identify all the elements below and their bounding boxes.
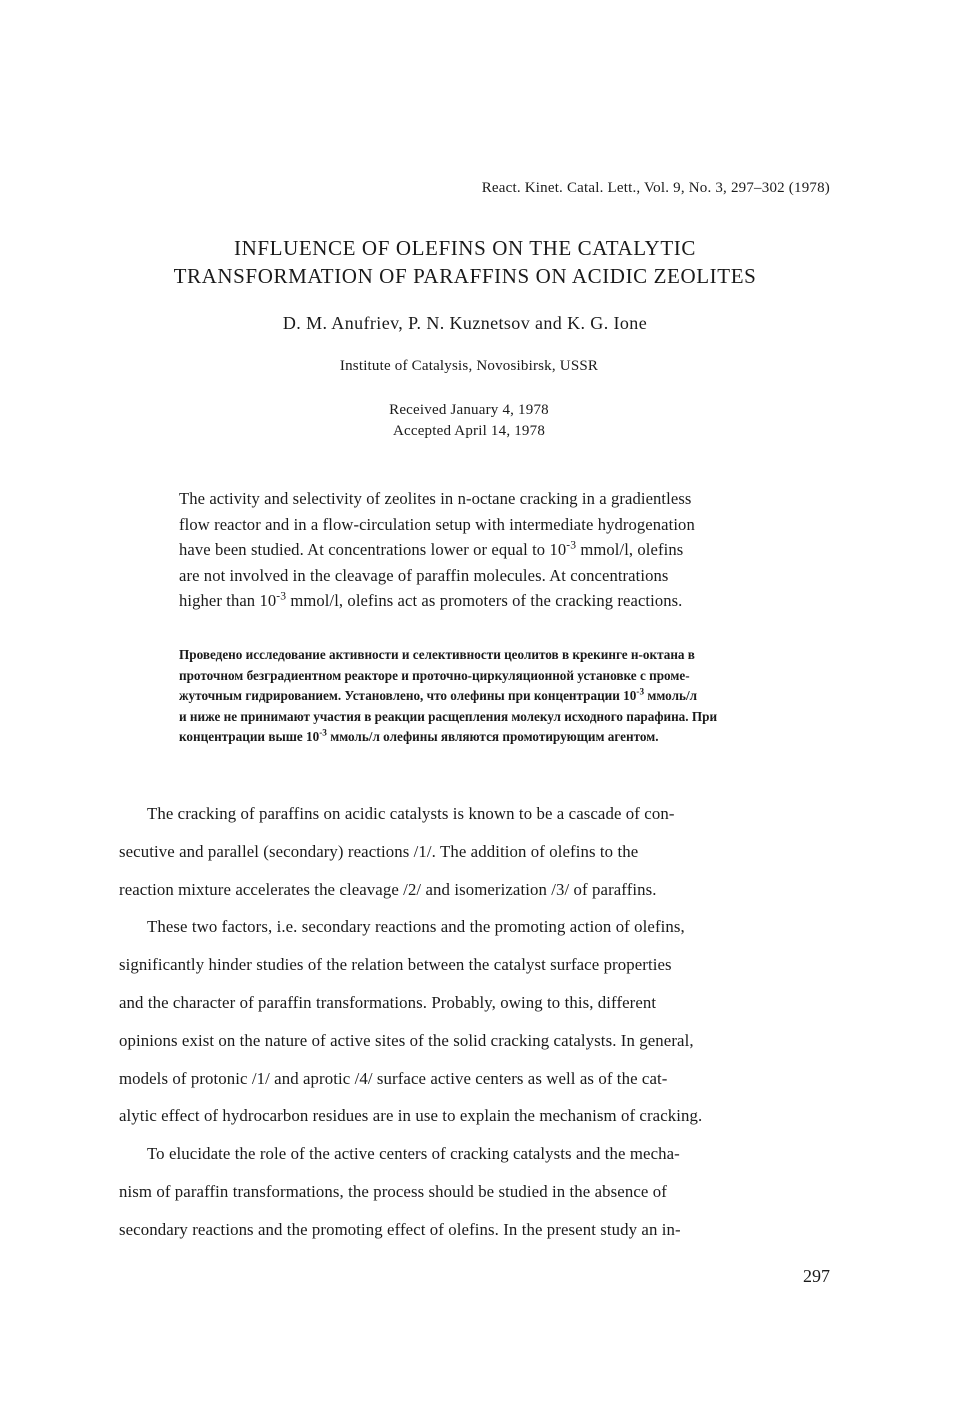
affiliation: Institute of Catalysis, Novosibirsk, USSR <box>339 358 599 374</box>
body-line: and the character of paraffin transformations. Probably, owing to this, different <box>119 992 657 1012</box>
abstract-en-line: The activity and selectivity of zeolites in n-octane cracking in a gradientless <box>179 489 692 508</box>
body-line: significantly hinder studies of the relation between the catalyst surface properties <box>119 955 672 975</box>
body-line: opinions exist on the nature of active sites of the solid cracking catalysts. In general, <box>119 1030 694 1050</box>
exponent: -3 <box>276 589 287 603</box>
body-line: alytic effect of hydrocarbon residues are in use to explain the mechanism of cracking. <box>119 1106 703 1126</box>
abstract-en-line: have been studied. At concentrations lower or equal to $10^{-3}$ mmol/l, olefins <box>179 538 684 559</box>
body-text <box>119 795 839 1249</box>
body-line: The cracking of paraffins on acidic catalysts is known to be a cascade of con- <box>147 804 675 823</box>
abstract-ru-line: проточном безградиентном реакторе и проточно-циркуляционной установке с проме- <box>179 667 690 683</box>
accepted-date: Accepted April 14, 1978 <box>392 423 546 439</box>
abstract-ru-line: концентрации выше $10^{-3}$ ммоль/л олефины являются промотирующим агентом. <box>179 727 659 744</box>
authors: D. M. Anufriev, P. N. Kuznetsov and K. G. Ione <box>282 313 648 333</box>
body-line: secondary reactions and the promoting effect of olefins. In the present study an in- <box>119 1219 681 1239</box>
page-number: 297 <box>803 1266 830 1286</box>
abstract-english <box>179 486 859 614</box>
received-date: Received January 4, 1978 <box>389 402 549 418</box>
abstract-en-line: are not involved in the cleavage of paraffin molecules. At concentrations <box>179 565 669 585</box>
body-line: reaction mixture accelerates the cleavage /2/ and isomerization /3/ of paraffins. <box>119 879 657 899</box>
body-line: To elucidate the role of the active centers of cracking catalysts and the mecha- <box>147 1144 680 1164</box>
body-line: models of protonic /1/ and aprotic /4/ surface active centers as well as of the cat- <box>119 1068 668 1088</box>
abstract-ru-line: и ниже не принимают участия в реакции расщепления молекул исходного парафина. При <box>179 708 718 724</box>
title-line-2: TRANSFORMATION OF PARAFFINS ON ACIDIC ZEOLITES <box>173 264 757 288</box>
title-line-1: INFLUENCE OF OLEFINS ON THE CATALYTIC <box>234 236 696 260</box>
abstract-ru-line: жуточным гидрированием. Установлено, что олефины при концентрации $10^{-3}$ ммоль/л <box>179 686 698 703</box>
exponent: -3 <box>636 686 645 697</box>
paper-title <box>0 234 930 290</box>
exponent: -3 <box>319 727 327 738</box>
abstract-ru-line: Проведено исследование активности и селективности цеолитов в крекинге н-октана в <box>179 647 695 662</box>
body-line: secutive and parallel (secondary) reactions /1/. The addition of olefins to the <box>119 841 639 861</box>
abstract-russian <box>179 645 879 748</box>
body-line: These two factors, i.e. secondary reactions and the promoting action of olefins, <box>147 917 685 937</box>
journal-citation: React. Kinet. Catal. Lett., Vol. 9, No. 3, 297–302 (1978) <box>481 180 830 196</box>
abstract-en-line: flow reactor and in a flow-circulation setup with intermediate hydrogenation <box>179 514 695 534</box>
abstract-en-line: higher than $10^{-3}$ mmol/l, olefins act as promoters of the cracking reactions. <box>179 589 683 610</box>
submission-dates <box>0 400 938 442</box>
body-line: nism of paraffin transformations, the process should be studied in the absence of <box>119 1181 667 1201</box>
exponent: -3 <box>566 538 577 552</box>
